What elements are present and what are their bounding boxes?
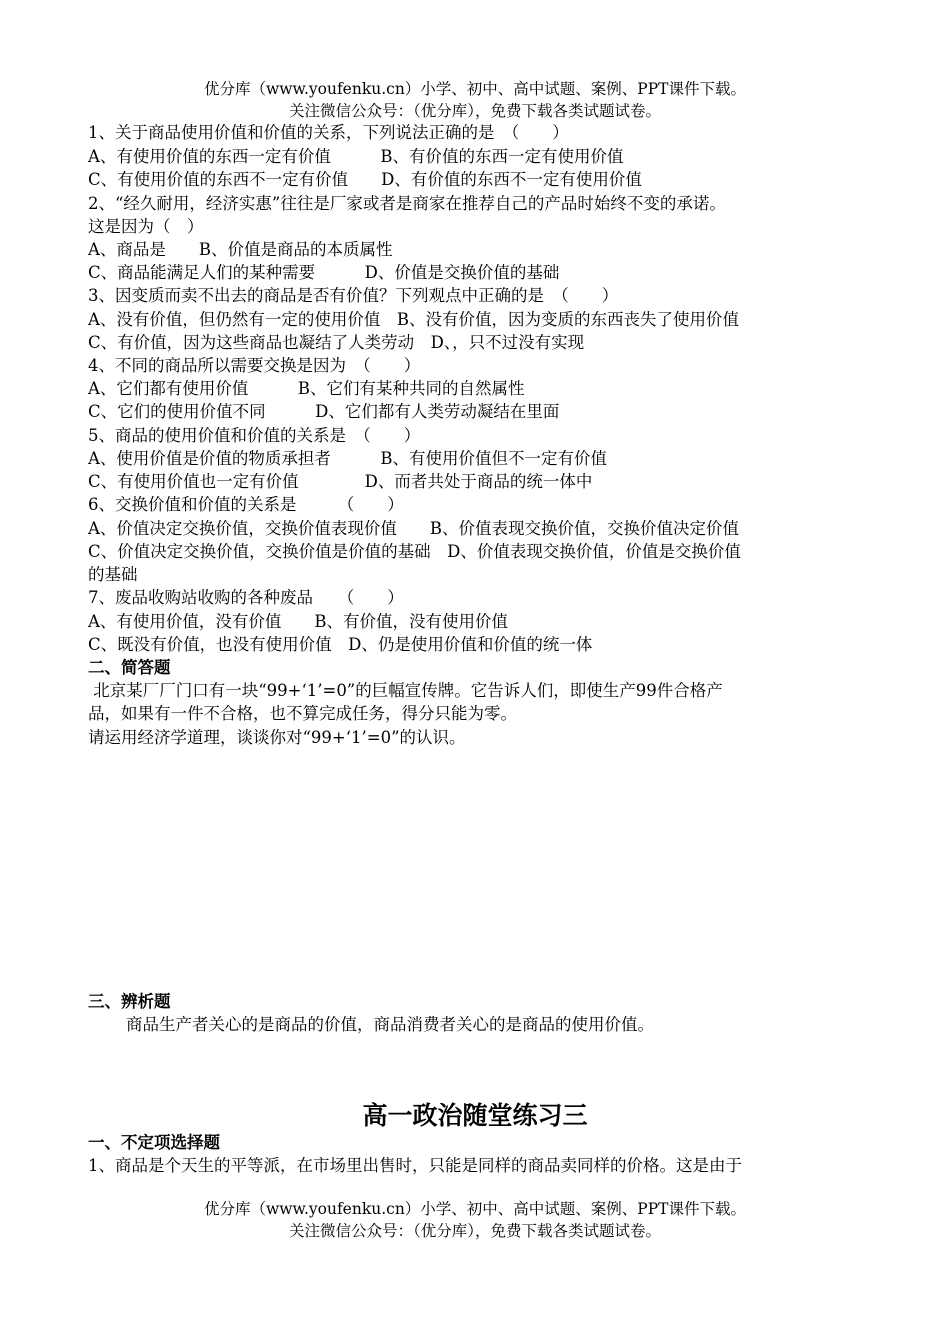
footer-line-2: 关注微信公众号：（优分库），免费下载各类试题试卷。 (288, 1222, 661, 1240)
question-2-stem-cont: 这是因为（ ） (88, 217, 204, 236)
section-2-paragraph: 北京某厂厂门口有一块“99+‘1’=0”的巨幅宣传牌。它告诉人们，即使生产99件合格产 (88, 681, 723, 700)
section-2-paragraph: 品，如果有一件不合格，也不算完成任务，得分只能为零。 (88, 704, 517, 723)
question-6-option-row: C、价值决定交换价值，交换价值是价值的基础 D、价值表现交换价值，价值是交换价值 (88, 542, 741, 561)
question-3-stem: 3、因变质而卖不出去的商品是否有价值？下列观点中正确的是 （ ） (88, 286, 619, 305)
section-2-prompt: 请运用经济学道理，谈谈你对“99+‘1’=0”的认识。 (88, 728, 466, 747)
question-4-option-row: C、它们的使用价值不同 D、它们都有人类劳动凝结在里面 (88, 402, 560, 421)
section-2-heading: 二、简答题 (88, 658, 171, 677)
question-4-stem: 4、不同的商品所以需要交换是因为 （ ） (88, 356, 421, 375)
question-2-option-row: C、商品能满足人们的某种需要 D、价值是交换价值的基础 (88, 263, 560, 282)
question-7-option-row: A、有使用价值，没有价值 B、有价值，没有使用价值 (88, 612, 509, 631)
question-1-option-row: C、有使用价值的东西不一定有价值 D、有价值的东西不一定有使用价值 (88, 170, 642, 189)
footer-line-1: 优分库（www.youfenku.cn）小学、初中、高中试题、案例、PPT课件下载。 (203, 1200, 747, 1218)
question-1-option-row: A、有使用价值的东西一定有价值 B、有价值的东西一定有使用价值 (88, 147, 624, 166)
question-7-stem: 7、废品收购站收购的各种废品 （ ） (88, 588, 404, 607)
section-3-statement: 商品生产者关心的是商品的价值，商品消费者关心的是商品的使用价值。 (126, 1015, 654, 1034)
practice-3-section-heading: 一、不定项选择题 (88, 1133, 220, 1152)
question-2-option-row: A、商品是 B、价值是商品的本质属性 (88, 240, 393, 259)
question-5-option-row: C、有使用价值也一定有价值 D、而者共处于商品的统一体中 (88, 472, 593, 491)
section-3-heading: 三、辨析题 (88, 992, 171, 1011)
practice-3-question-1: 1、商品是个天生的平等派，在市场里出售时，只能是同样的商品卖同样的价格。这是由于 (88, 1156, 742, 1175)
header-line-1: 优分库（www.youfenku.cn）小学、初中、高中试题、案例、PPT课件下载。 (203, 80, 747, 98)
question-5-stem: 5、商品的使用价值和价值的关系是 （ ） (88, 426, 421, 445)
question-5-option-row: A、使用价值是价值的物质承担者 B、有使用价值但不一定有价值 (88, 449, 608, 468)
question-7-option-row: C、既没有价值，也没有使用价值 D、仍是使用价值和价值的统一体 (88, 635, 593, 654)
practice-3-title: 高一政治随堂练习三 (362, 1101, 588, 1130)
question-6-option-row: A、价值决定交换价值，交换价值表现价值 B、价值表现交换价值，交换价值决定价值 (88, 519, 740, 538)
question-3-option-row: C、有价值，因为这些商品也凝结了人类劳动 D、，只不过没有实现 (88, 333, 585, 352)
question-6-stem: 6、交换价值和价值的关系是 （ ） (88, 495, 404, 514)
question-6-option-row: 的基础 (88, 565, 138, 584)
question-2-stem: 2、“经久耐用，经济实惠”往往是厂家或者是商家在推荐自己的产品时始终不变的承诺。 (88, 194, 726, 213)
header-line-2: 关注微信公众号：（优分库），免费下载各类试题试卷。 (288, 102, 661, 120)
question-1-stem: 1、关于商品使用价值和价值的关系，下列说法正确的是 （ ） (88, 123, 569, 142)
question-4-option-row: A、它们都有使用价值 B、它们有某种共同的自然属性 (88, 379, 525, 398)
question-3-option-row: A、没有价值，但仍然有一定的使用价值 B、没有价值，因为变质的东西丧失了使用价值 (88, 310, 740, 329)
